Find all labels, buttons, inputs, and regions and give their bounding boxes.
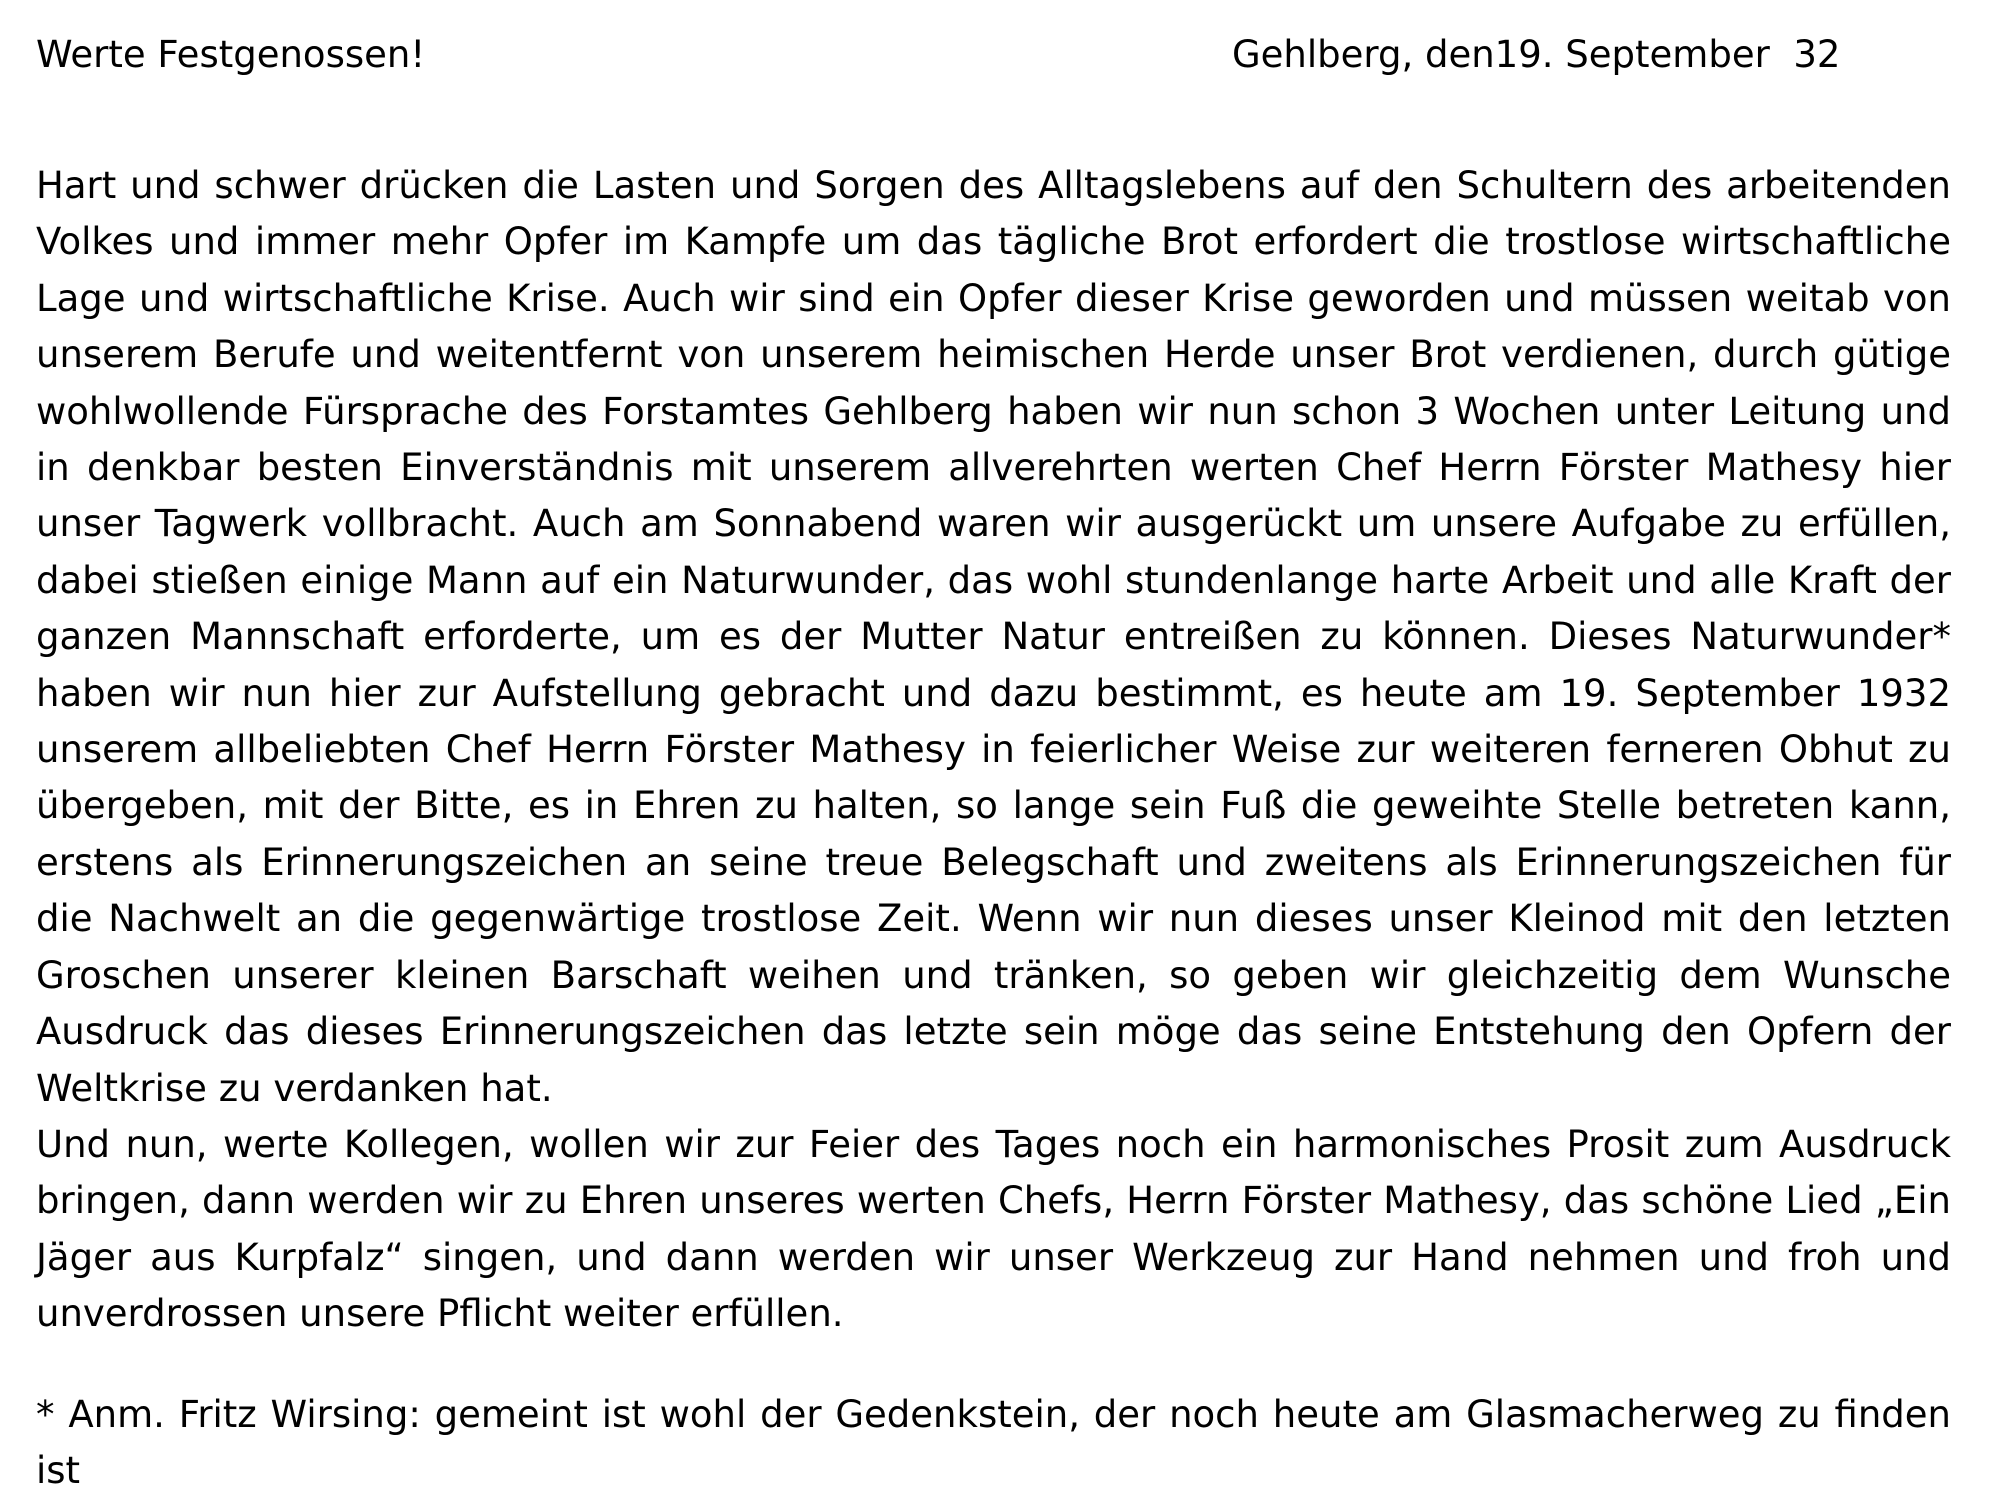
letter-header	[36, 20, 1951, 90]
salutation: Werte Festgenossen!	[36, 33, 426, 76]
letter-body	[36, 158, 1951, 1343]
document-page	[36, 20, 1951, 1493]
dateline: Gehlberg, den19. September 32	[1232, 33, 1841, 76]
body-paragraph-2: Und nun, werte Kollegen, wollen wir zur Feier des Tages noch ein harmonisches Prosit zum Ausdruck bringen, dann werden wir zu Ehren unseres werten Chefs, Herrn Förster Mathesy, das schöne Lied „Ein Jäger aus Kurpfalz“ singen, und dann werden wir unser Werkzeug zur Hand nehmen und froh und unverdrossen unsere Pflicht weiter erfüllen.	[36, 1122, 1951, 1336]
body-paragraph-1: Hart und schwer drücken die Lasten und Sorgen des Alltagslebens auf den Schultern des arbeitenden Volkes und immer mehr Opfer im Kampfe um das tägliche Brot erfordert die trostlose wirtschaftliche Lage und wirtschaftliche Krise. Auch wir sind ein Opfer dieser Krise geworden und müssen weitab von unserem Berufe und weitentfernt von unserem heimischen Herde unser Brot verdienen, durch gütige wohlwollende Fürsprache des Forstamtes Gehlberg haben wir nun schon 3 Wochen unter Leitung und in denkbar besten Einverständnis mit unserem allverehrten werten Chef Herrn Förster Mathesy hier unser Tagwerk vollbracht. Auch am Sonnabend waren wir ausgerückt um unsere Aufgabe zu erfüllen, dabei stießen einige Mann auf ein Naturwunder, das wohl stundenlange harte Arbeit und alle Kraft der ganzen Mannschaft erforderte, um es der Mutter Natur entreißen zu können. Dieses Naturwunder* haben wir nun hier zur Aufstellung gebracht und dazu bestimmt, es heute am 19. September 1932 unserem allbeliebten Chef Herrn Förster Mathesy in feierlicher Weise zur weiteren ferneren Obhut zu übergeben, mit der Bitte, es in Ehren zu halten, so lange sein Fuß die geweihte Stelle betreten kann, erstens als Erinnerungszeichen an seine treue Belegschaft und zweitens als Erinnerungszeichen für die Nachwelt an die gegenwärtige trostlose Zeit. Wenn wir nun dieses unser Kleinod mit den letzten Groschen unserer kleinen Barschaft weihen und tränken, so geben wir gleichzeitig dem Wunsche Ausdruck das dieses Erinnerungszeichen das letzte sein möge das seine Entstehung den Opfern der Weltkrise zu verdanken hat.	[36, 164, 1951, 1110]
footnote: * Anm. Fritz Wirsing: gemeint ist wohl der Gedenkstein, der noch heute am Glasmacherweg zu finden ist	[36, 1393, 1951, 1493]
